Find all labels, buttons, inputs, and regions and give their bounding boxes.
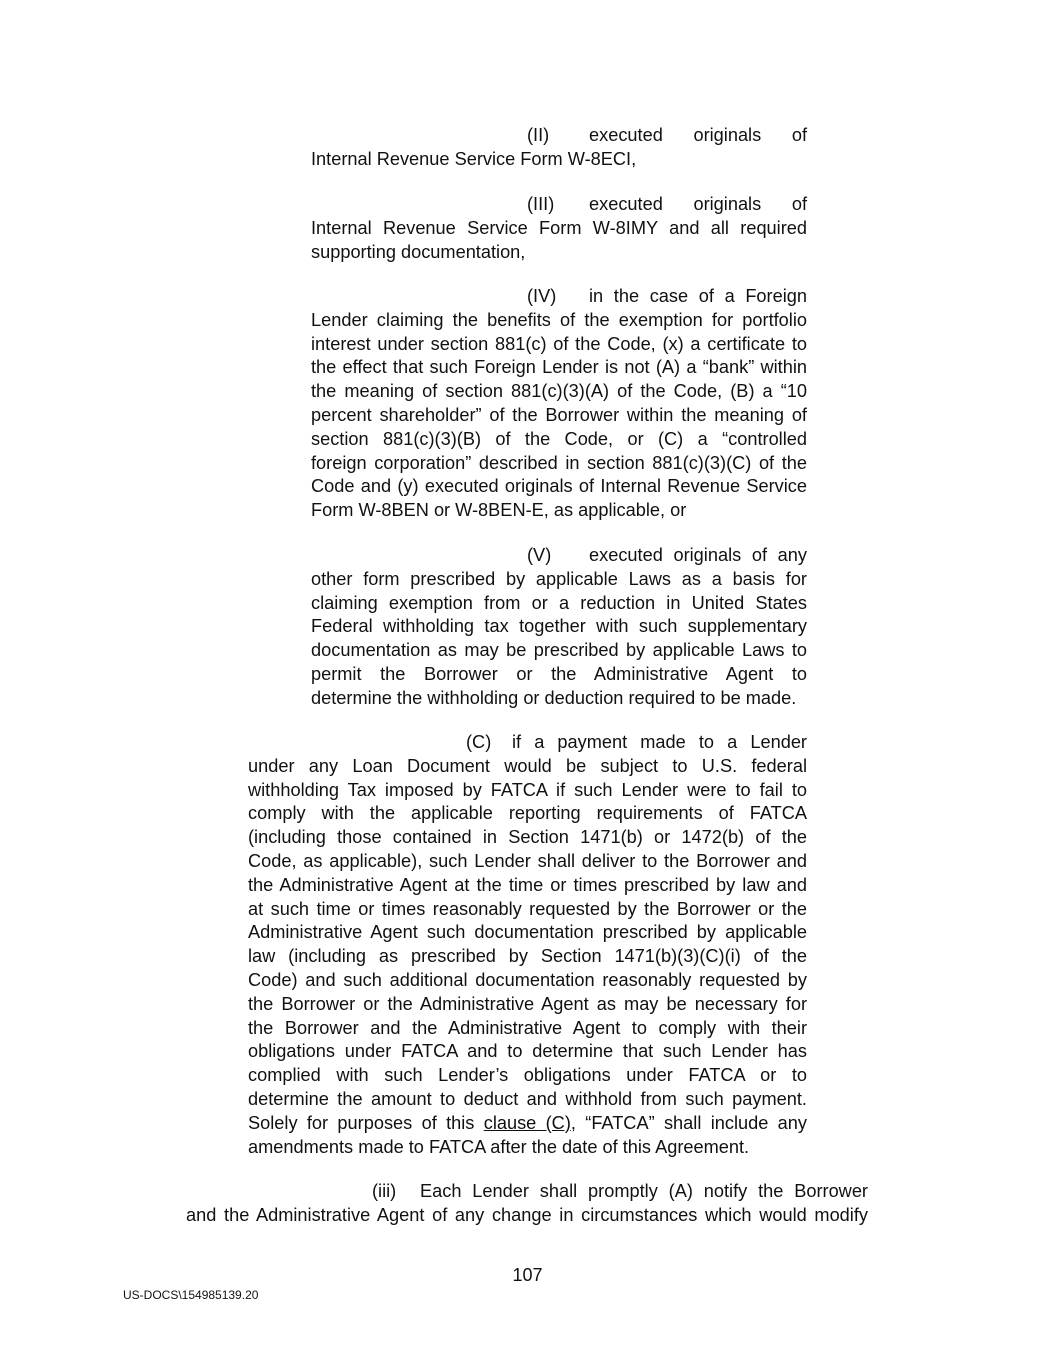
paragraph-c: (C) if a payment made to a Lender under any Loan Document would be subject to U.S. federal withholding Tax imposed by FATCA if such Lender were to fail to comply with the applicable reporting requirements of FATCA (including those contained in Section 1471(b) or 1472(b) of the Code, as applicable), such Lender shall deliver to the Borrower and the Administrative Agent at the time or times prescribed by law and at such time or times reasonably requested by the Borrower or the Administrative Agent such documentation prescribed by applicable law (including as prescribed by Section 1471(b)(3)(C)(i) of the Code) and such additional documentation reasonably requested by the Borrower or the Administrative Agent as may be necessary for the Borrower and the Administrative Agent to comply with their obligations under FATCA and to determine that such Lender has complied with such Lender’s obligations under FATCA or to determine the amount to deduct and withhold from such payment. Solely for purposes of this clause (C), “FATCA” shall include any amendments made to FATCA after the date of this Agreement. xyxy=(248,732,807,1157)
marker-c: (C) xyxy=(466,732,492,752)
marker-iii-lower: (iii) xyxy=(372,1181,397,1201)
page-number: 107 xyxy=(512,1265,543,1285)
marker-iii: (III) xyxy=(527,194,555,214)
marker-ii: (II) xyxy=(527,125,550,145)
paragraph-v: (V) executed originals of any other form prescribed by applicable Laws as a basis for claiming exemption from or a reduction in United States Federal withholding tax together with such supplementary documentation as may be prescribed by applicable Laws to permit the Borrower or the Administrative Agent to determine the withholding or deduction required to be made. xyxy=(311,545,807,708)
paragraph-iv: (IV) in the case of a Foreign Lender claiming the benefits of the exemption for portfolio interest under section 881(c) of the Code, (x) a certificate to the effect that such Foreign Lender is not (A) a “bank” within the meaning of section 881(c)(3)(A) of the Code, (B) a “10 percent shareholder” of the Borrower within the meaning of section 881(c)(3)(B) of the Code, or (C) a “controlled foreign corporation” described in section 881(c)(3)(C) of the Code and (y) executed originals of Internal Revenue Service Form W-8BEN or W-8BEN-E, as applicable, or xyxy=(311,286,807,521)
paragraph-iii-lower: (iii) Each Lender shall promptly (A) notify the Borrower and the Administrative Agent of any change in circumstances which would modify xyxy=(186,1181,868,1225)
paragraph-iii: (III) executed originals of Internal Revenue Service Form W-8IMY and all required supporting documentation, xyxy=(311,194,807,262)
document-id: US-DOCS\154985139.20 xyxy=(123,1288,259,1302)
clause-c-link[interactable]: clause (C) xyxy=(483,1112,571,1133)
paragraph-ii: (II) executed originals of Internal Revenue Service Form W-8ECI, xyxy=(311,125,807,169)
marker-iv: (IV) xyxy=(527,286,557,306)
marker-v: (V) xyxy=(527,545,552,565)
